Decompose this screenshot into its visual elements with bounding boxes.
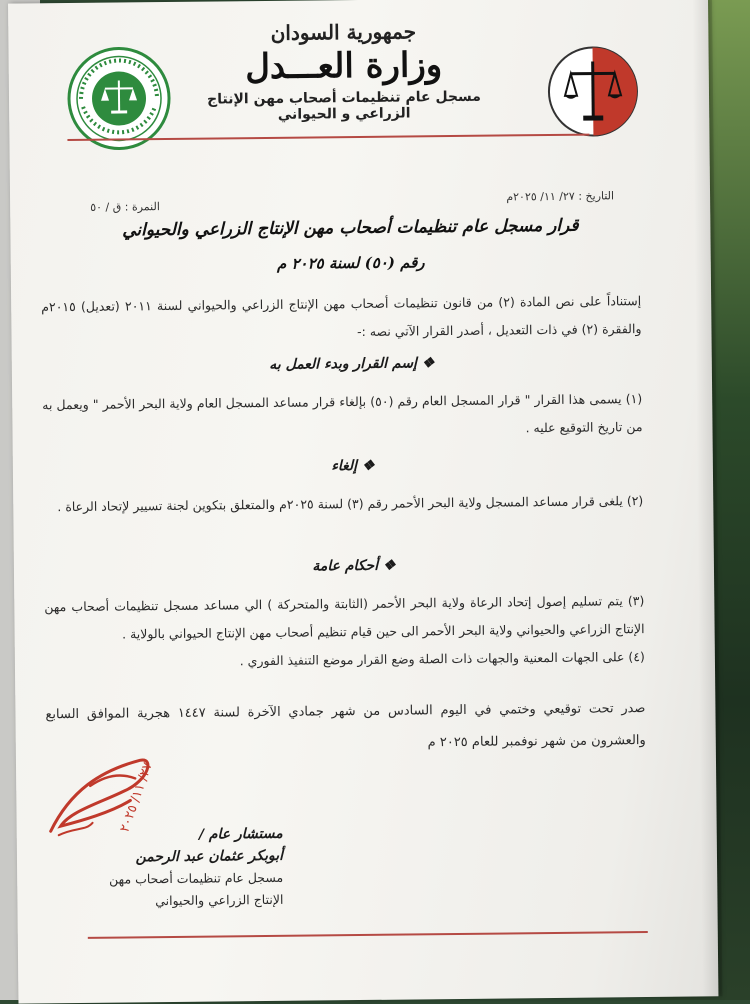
section-heading-text: إسم القرار وبدء العمل به [269, 355, 417, 373]
registrar-title: مسجل عام تنظيمات أصحاب مهن الإنتاج الزراعي و الحيواني [179, 88, 509, 123]
document-page [8, 0, 718, 1004]
clause-1: (١) يسمى هذا القرار " قرار المسجل العام رقم (٥٠) بإلغاء قرار مساعد المسجل العام ولاية البحر الأحمر " ويعمل به من تاريخ التوقيع عليه . [42, 385, 643, 447]
handwritten-date: ٢٧/ ١١/ ٢٠٢٥ [117, 761, 155, 835]
section-heading-repeal [83, 455, 613, 477]
decision-number: رقم (٥٠) لسنة ٢٠٢٥ م [81, 251, 621, 275]
clause-3: (٣) يتم تسليم إصول إتحاد الرعاة ولاية البحر الأحمر (الثابتة والمتحركة ) الي مساعد مسجل تنظيمات أصحاب مهن الإنتاج الزراعي والحيواني ولاية البحر الأحمر الى حين قيام تنظيم أصحاب مهن الإنتاج الحيواني بالولاية . [44, 587, 645, 649]
section-heading-general [84, 555, 614, 577]
signatory-role-line-2: الإنتاج الزراعي والحيواني [53, 889, 283, 913]
justice-emblem-icon [546, 45, 639, 138]
section-heading-text: إلغاء [331, 458, 357, 474]
ministry-name: وزارة العـــدل [178, 44, 508, 87]
letterhead [178, 18, 509, 123]
signatory-title: مستشار عام / [53, 823, 283, 847]
bullet-icon: ❖ [383, 558, 396, 574]
decision-title: قرار مسجل عام تنظيمات أصحاب مهن الإنتاج الزراعي والحيواني [80, 215, 620, 241]
document-reference: النمرة : ق / ٥٠ [90, 200, 160, 214]
bullet-icon: ❖ [362, 458, 375, 474]
republic-name: جمهورية السودان [178, 18, 508, 45]
signatory-name: أبوبكر عثمان عبد الرحمن [53, 845, 283, 869]
bullet-icon: ❖ [422, 355, 435, 371]
section-heading-title [82, 353, 612, 375]
ministry-seal-icon [66, 46, 171, 151]
clause-2: (٢) يلغى قرار مساعد المسجل ولاية البحر الأحمر رقم (٣) لسنة ٢٠٢٥م والمتعلق بتكوين لجنة تسيير لإتحاد الرعاة . [43, 487, 643, 521]
signatory-role-line-1: مسجل عام تنظيمات أصحاب مهن [53, 867, 283, 891]
closing-paragraph: صدر تحت توقيعي وختمي في اليوم السادس من شهر جمادي الآخرة لسنة ١٤٤٧ هجرية الموافق السابع والعشرون من شهر نوفمبر للعام ٢٠٢٥ م [45, 693, 646, 763]
preamble-paragraph: إستناداً على نص المادة (٢) من قانون تنظيمات أصحاب مهن الإنتاج الزراعي والحيواني لسنة ٢٠١١ (تعديل) ٢٠١٥م والفقرة (٢) في ذات التعديل ، أصدر القرار الآتي نصه :- [41, 287, 642, 349]
footer-divider [88, 931, 648, 939]
section-heading-text: أحكام عامة [312, 558, 378, 575]
clauses-general [44, 587, 645, 677]
clause-4: (٤) على الجهات المعنية والجهات ذات الصلة وضع القرار موضع التنفيذ الفوري . [45, 643, 645, 677]
signature-block [53, 823, 284, 913]
document-date: التاريخ : ٢٧/ ١١/ ٢٠٢٥م [506, 189, 614, 203]
